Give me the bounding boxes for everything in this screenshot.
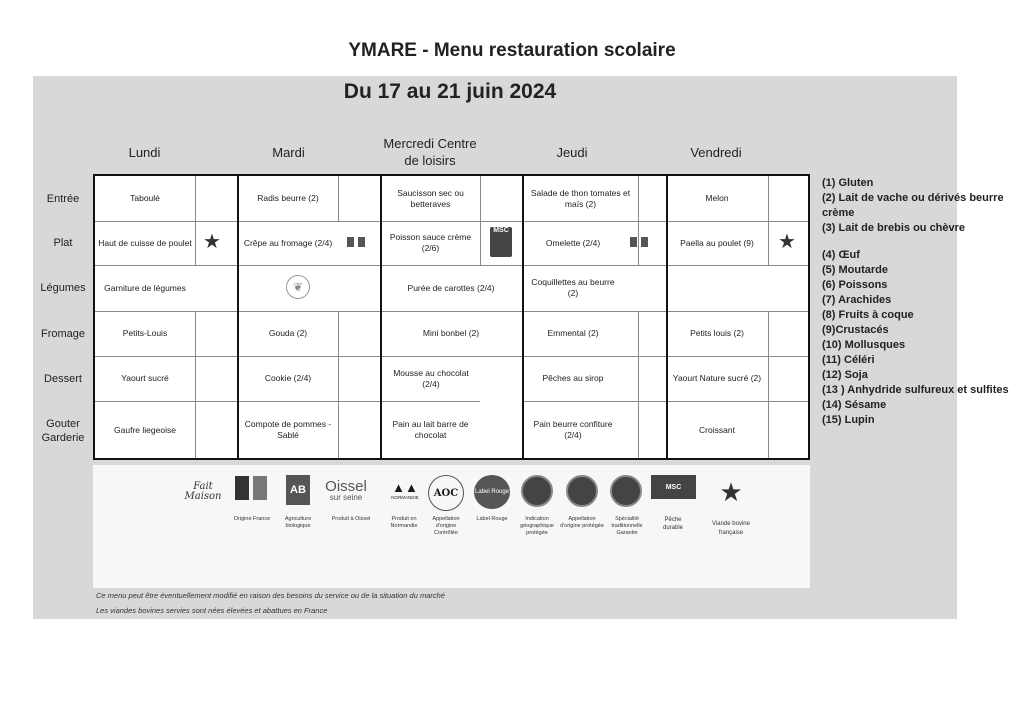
cell-gouter-lundi: Gaufre liegeoise [114,424,176,435]
footer-note-viandes: Les viandes bovines servies sont nées élevées et abattues en France [96,606,328,615]
msc-logo: MSC [651,475,696,499]
allergen-item: (2) Lait de vache ou dérivés beurre crème [822,192,1004,219]
cell-fromage-vendredi: Petits louis (2) [690,328,744,338]
cell-entree-jeudi: Salade de thon tomates et maïs (2) [530,187,631,209]
row-label-fromage: Fromage [40,327,86,340]
cell-entree-mercredi: Saucisson sec ou betteraves [397,187,464,209]
origine-france-logo [231,475,271,501]
normandie-logo: ▲▲ NORMANDIE [391,480,419,500]
footer-note-menu: Ce menu peut être éventuellement modifié en raison des besoins du service ou de la situation du marché [96,591,445,600]
viande-bovine-logo: ★ [719,476,743,507]
cell-legumes-lundi: Garniture de légumes [104,282,186,293]
allergen-item: (9)Crustacés [822,324,889,336]
oissel-logo: Oissel sur seine [325,477,367,502]
allergen-item: (11) Céléri [822,354,875,366]
allergen-item: (6) Poissons [822,279,888,291]
cell-legumes-jeudi: Coquillettes au beurre (2) [531,277,615,298]
allergen-item: (7) Arachides [822,294,892,306]
cell-dessert-lundi: Yaourt sucré [121,373,169,383]
cell-gouter-mercredi: Pain au lait barre de chocolat [392,419,469,440]
cell-dessert-mardi: Cookie (2/4) [264,373,312,383]
cell-plat-jeudi: Omelette (2/4) [545,237,601,248]
cell-dessert-jeudi: Pêches au sirop [542,373,604,383]
stg-logo [610,475,642,507]
legend-label: Agriculture biologique [284,516,312,529]
cell-fromage-jeudi: Emmental (2) [547,328,599,338]
row-label-plat: Plat [53,237,73,249]
ab-bio-logo: AB [286,475,310,505]
allergen-item: (3) Lait de brebis ou chèvre [822,222,966,234]
row-label-gouter: Gouter Garderie [41,417,85,444]
label-rouge-logo: Label Rouge [474,475,510,509]
day-header-jeudi: Jeudi [556,144,588,160]
aop-logo [566,475,598,507]
legend-label: Produit en Normandie [390,516,418,529]
cell-dessert-vendredi: Yaourt Nature sucré (2) [672,373,762,383]
legend-label: Label Rouge [476,516,508,522]
allergen-item: (14) Sésame [822,399,887,411]
cell-dessert-mercredi: Mousse au chocolat (2/4) [393,367,469,389]
legend-label: Appellation d'origine Contrôlée [432,516,460,536]
cell-gouter-jeudi: Pain beurre confiture (2/4) [533,419,613,440]
cell-fromage-lundi: Petits-Louis [122,328,168,338]
legend-label: Origine France [233,516,271,522]
allergen-item: (12) Soja [822,369,868,381]
origine-france-icon-jeudi [628,237,650,247]
day-header-lundi: Lundi [128,144,161,160]
day-header-mercredi: Mercredi Centre de loisirs [383,136,477,168]
viande-bovine-francaise-icon-vendredi: ★ [778,230,796,253]
allergen-item: (8) Fruits à coque [822,309,914,321]
cell-fromage-mercredi: Mini bonbel (2) [422,328,480,338]
cell-plat-mardi: Crêpe au fromage (2/4) [243,237,333,248]
fait-maison-logo: Fait Maison [184,481,222,502]
row-label-legumes: Légumes [40,282,86,294]
cell-legumes-mercredi: Purée de carottes (2/4) [407,282,495,293]
cell-entree-lundi: Taboulé [130,193,160,203]
day-header-mardi: Mardi [272,144,305,160]
allergen-item: (13 ) Anhydride sulfureux et sulfites [822,384,1009,396]
cell-gouter-vendredi: Croissant [699,424,735,435]
allergen-item: (15) Lupin [822,414,875,426]
msc-peche-durable-icon: MSC [490,227,512,257]
cell-entree-vendredi: Melon [705,193,729,203]
cell-entree-mardi: Radis beurre (2) [257,193,319,203]
legend-label: Indication géographique protégée [520,516,554,536]
allergen-item: (5) Moutarde [822,264,888,276]
row-label-dessert: Dessert [44,372,82,385]
legend-label: Spécialité traditionnelle Garantie [611,516,643,536]
cell-plat-vendredi: Paella au poulet (9) [680,237,754,248]
allergen-item: (10) Mollusques [822,339,906,351]
allergen-item: (4) Œuf [822,249,860,261]
legend-label: Pêche durable [662,517,683,531]
origine-france-icon [345,237,367,247]
allergen-list [822,176,1022,428]
page-title: YMARE - Menu restauration scolaire [348,40,676,61]
allergen-item: (1) Gluten [822,177,874,189]
agriculture-biologique-leaf-icon: ❦ [286,275,310,299]
legend-label: Produit à Oissel [331,516,371,522]
week-dates: Du 17 au 21 juin 2024 [343,80,557,103]
cell-gouter-mardi: Compote de pommes - Sablé [244,419,332,440]
row-label-entree: Entrée [46,193,80,205]
day-header-vendredi: Vendredi [690,144,742,160]
cell-legumes-vendredi [667,265,807,311]
viande-bovine-francaise-icon: ★ [203,230,221,253]
igp-logo [521,475,553,507]
legend-label: Viande bovine française [712,521,750,536]
aoc-logo: AOC [428,475,464,511]
legend-label: Appellation d'origine protégée [560,516,604,529]
cell-plat-lundi: Haut de cuisse de poulet [98,237,192,248]
cell-fromage-mardi: Gouda (2) [268,328,308,338]
cell-plat-mercredi: Poisson sauce crème (2/6) [389,232,472,253]
